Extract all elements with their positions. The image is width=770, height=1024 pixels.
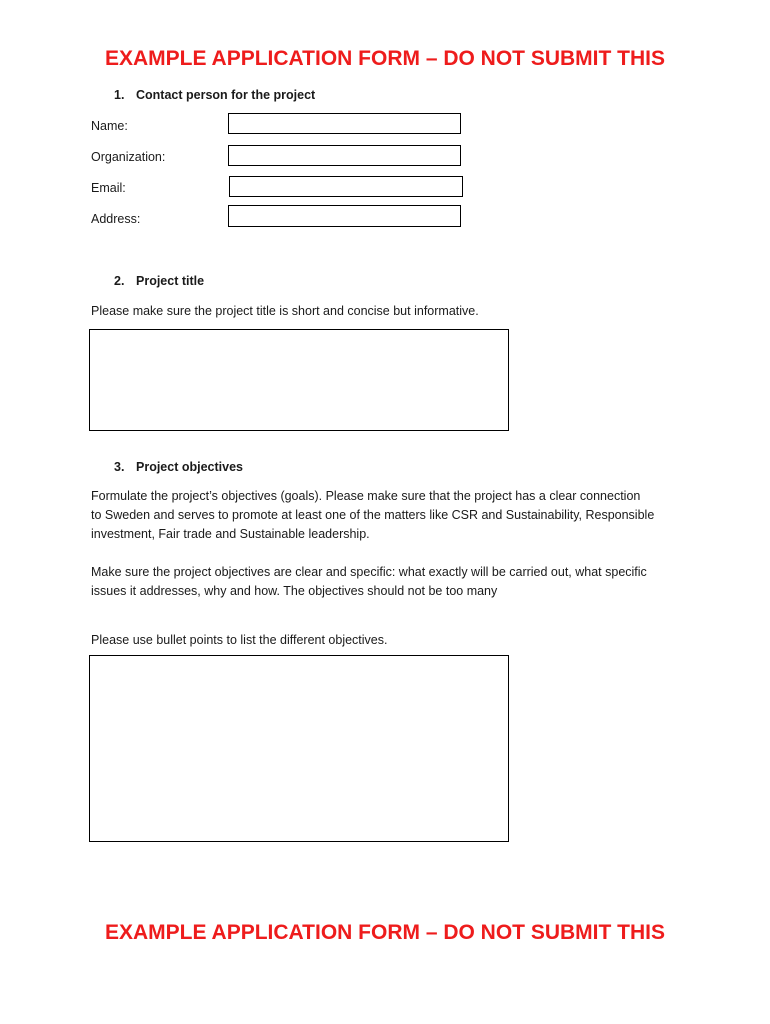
objectives-bullet-instruction: Please use bullet points to list the different objectives. <box>91 633 388 647</box>
project-title-textbox[interactable] <box>89 329 509 431</box>
section-1-title: Contact person for the project <box>136 88 316 102</box>
email-field[interactable] <box>229 176 463 197</box>
objectives-paragraph-2 <box>91 563 691 601</box>
project-title-instruction: Please make sure the project title is short and concise but informative. <box>91 304 479 318</box>
organization-label: Organization: <box>91 150 166 164</box>
project-objectives-textbox[interactable] <box>89 655 509 842</box>
section-3-heading <box>0 459 243 475</box>
objectives-paragraph-2-line-1: Make sure the project objectives are clear and specific: what exactly will be carried out, what specific <box>91 565 647 579</box>
objectives-paragraph-1-line-3: investment, Fair trade and Sustainable leadership. <box>91 527 370 541</box>
objectives-paragraph-1-line-2: to Sweden and serves to promote at least one of the matters like CSR and Sustainability, Responsible <box>91 508 655 522</box>
section-1-heading <box>0 87 315 103</box>
section-3-number: 3. <box>114 460 125 474</box>
section-2-title: Project title <box>136 274 205 288</box>
warning-banner-top: EXAMPLE APPLICATION FORM – DO NOT SUBMIT THIS <box>104 47 665 70</box>
objectives-paragraph-1 <box>91 487 691 544</box>
address-field[interactable] <box>228 205 461 227</box>
name-label: Name: <box>91 119 128 133</box>
name-field[interactable] <box>228 113 461 134</box>
section-3-title: Project objectives <box>136 460 243 474</box>
objectives-paragraph-2-line-2: issues it addresses, why and how. The objectives should not be too many <box>91 584 498 598</box>
section-2-heading <box>0 273 204 289</box>
objectives-paragraph-1-line-1: Formulate the project’s objectives (goals). Please make sure that the project has a clear connection <box>91 489 641 503</box>
organization-field[interactable] <box>228 145 461 166</box>
section-1-number: 1. <box>114 88 125 102</box>
section-2-number: 2. <box>114 274 125 288</box>
warning-banner-bottom: EXAMPLE APPLICATION FORM – DO NOT SUBMIT THIS <box>104 921 665 944</box>
address-label: Address: <box>91 212 141 226</box>
email-label: Email: <box>91 181 126 195</box>
